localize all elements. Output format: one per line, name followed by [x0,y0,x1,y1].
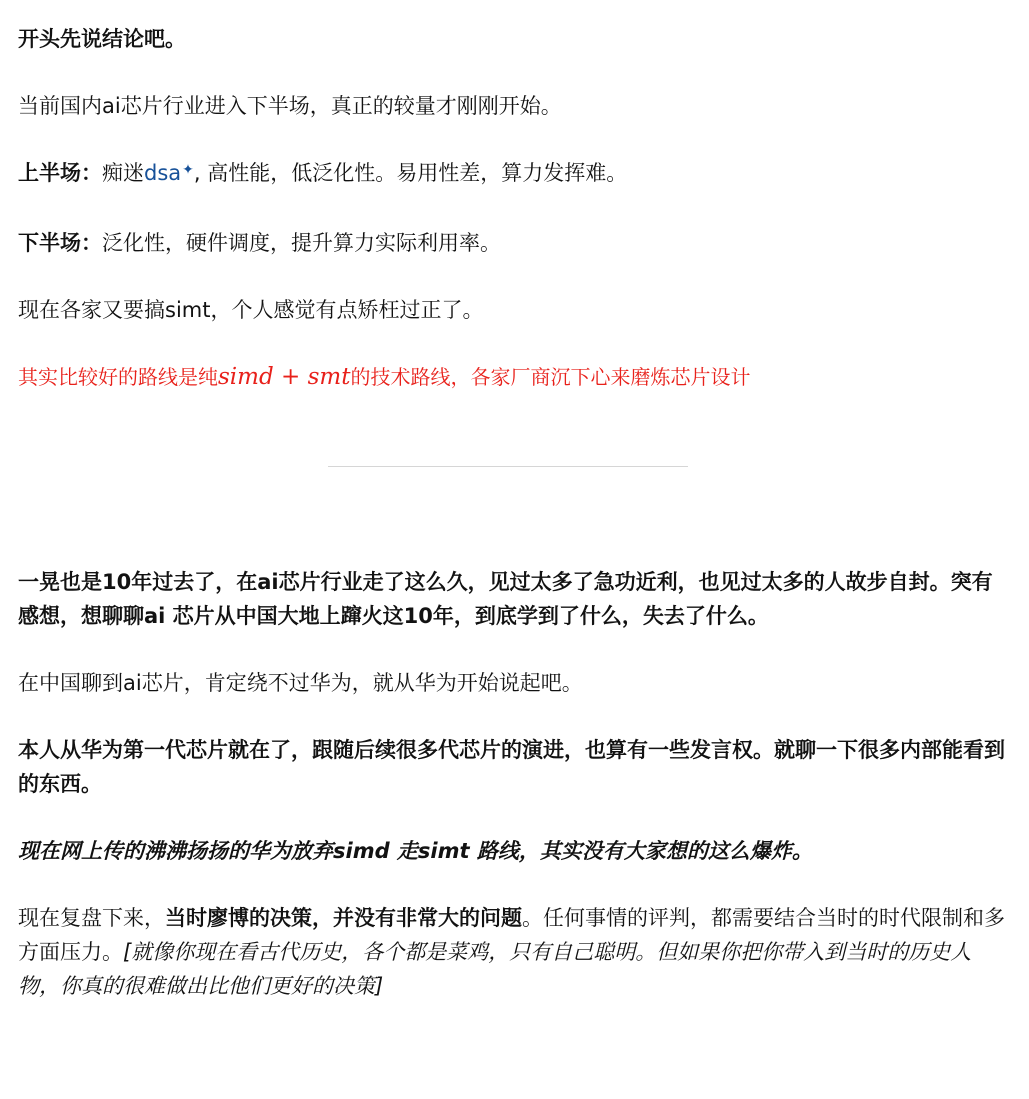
first-half-post: , 高性能，低泛化性。易用性差，算力发挥难。 [193,161,628,185]
review-mid: 。任何事情的评判，都需要结合当时的时代限制和多方面压力。 [18,906,1005,964]
review-pre: 现在复盘下来， [18,906,165,930]
first-half-label: 上半场： [18,161,102,185]
paragraph-second-half [18,226,1008,260]
review-italic: [就像你现在看古代历史，各个都是菜鸡，只有自己聪明。但如果你把你带入到当时的历史人物，你真的很难做出比他们更好的决策] [18,940,972,998]
dsa-link-text: dsa [144,161,182,185]
red-formula-pre: 其实比较好的路线是纯 [18,365,218,389]
ten-years-text: 一晃也是10年过去了，在ai芯片行业走了这么久，见过太多了急功近利，也见过太多的人故步自封。突有感想，想聊聊ai 芯片从中国大地上蹿火这10年，到底学到了什么，失去了什么。 [18,570,993,628]
first-half-pre: 痴迷 [102,161,144,185]
paragraph-review [18,901,1008,1003]
review-bold: 当时廖博的决策，并没有非常大的问题 [165,906,522,930]
math-formula: simd + smt [218,364,351,390]
paragraph-industry-status: 当前国内ai芯片行业进入下半场，真正的较量才刚刚开始。 [18,94,562,118]
paragraph-conclusion-intro [18,22,1008,56]
paragraph-huawei-start: 在中国聊到ai芯片，肯定绕不过华为，就从华为开始说起吧。 [18,671,583,695]
paragraph-simt-opinion: 现在各家又要搞simt，个人感觉有点矫枉过正了。 [18,298,484,322]
sparkle-icon: ✦ [182,162,194,178]
paragraph-red-formula [18,360,1008,394]
paragraph-rumor [18,834,1008,868]
conclusion-intro-text: 开头先说结论吧。 [18,27,186,51]
paragraph-first-half [18,156,1008,193]
dsa-link[interactable] [144,161,194,185]
paragraph-ten-years [18,565,1008,633]
rumor-text: 现在网上传的沸沸扬扬的华为放弃simd 走simt 路线，其实没有大家想的这么爆炸。 [18,839,813,863]
article-body [18,22,1008,1036]
second-half-label: 下半场： [18,231,102,255]
author-background-text: 本人从华为第一代芯片就在了，跟随后续很多代芯片的演进，也算有一些发言权。就聊一下很多内部能看到的东西。 [18,738,1005,796]
red-formula-post: 的技术路线，各家厂商沉下心来磨炼芯片设计 [350,365,751,389]
paragraph-author-background [18,733,1008,801]
second-half-text: 泛化性，硬件调度，提升算力实际利用率。 [102,231,501,255]
